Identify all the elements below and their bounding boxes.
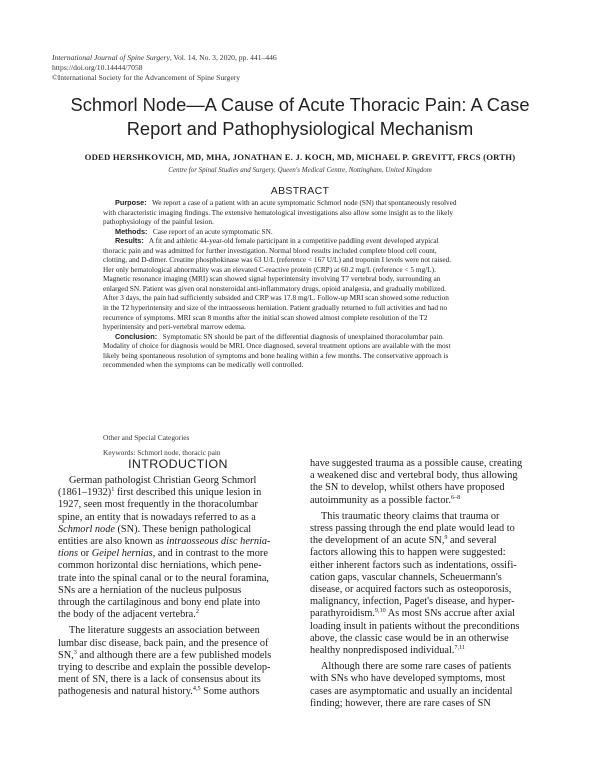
body-line: cases are asymptomatic and usually an incidental — [310, 685, 513, 697]
body-line: malignancy, infection, Paget's disease, and hyper- — [310, 596, 515, 608]
article-category: Other and Special Categories — [103, 433, 190, 442]
body-line: SN,$^3$ and although there are a few published models — [58, 648, 272, 661]
body-line: the development of an acute SN,$^9$ and several — [310, 534, 497, 547]
body-line: autoimmunity as a possible factor.$^{6-8}$ — [310, 493, 461, 506]
abstract-purpose-line — [103, 198, 523, 208]
body-line: with SNs who have developed symptoms, most — [310, 673, 506, 685]
abstract-line: recommended when the symptoms can be medically well controlled. — [103, 360, 304, 370]
abstract-body — [103, 198, 523, 370]
citation-ref[interactable]: 4,5 — [192, 685, 201, 693]
methods-label: Methods: — [115, 226, 148, 236]
affiliation: Centre for Spinal Studies and Surgery, Queen's Medical Centre, Nottingham, United Kingdom — [168, 166, 432, 174]
body-line: loading insult in patients without the preconditions — [310, 620, 520, 632]
body-line: trying to describe and explain the possible develop- — [58, 662, 271, 674]
conclusion-label: Conclusion: — [115, 331, 158, 341]
body-line: cation gaps, vascular channels, Scheuermann's — [310, 571, 502, 583]
journal-header — [52, 53, 277, 83]
abstract-line: Modality of choice for diagnosis would be MRI. Once diagnosed, several treatment options are available with the most — [103, 341, 451, 351]
body-line: the body of the adjacent vertebra.$^2$ — [58, 608, 199, 621]
body-line: a weakened disc and vertebral body, thus allowing — [310, 470, 518, 482]
body-line: entities are also known as intraosseous disc hernia- — [58, 536, 271, 548]
abstract-line: likely being spontaneous resolution of symptoms and bone healing within a few months. The conservative approach is — [103, 350, 449, 360]
body-line: Although there are some rare cases of patients — [321, 661, 512, 673]
abstract-line: in the T2 hyperintensity and size of the intraosseous herniation. Patient gradually returned to full activities and had no — [103, 303, 448, 313]
body-line: disease, or acquired factors such as osteoporosis, — [310, 584, 512, 596]
body-line: the SN to develop, whilst others have proposed — [310, 482, 505, 494]
citation-ref[interactable]: 7,11 — [454, 644, 466, 652]
title-line-2: Report and Pathophysiological Mechanism — [126, 118, 474, 139]
abstract-text: Symptomatic SN should be part of the differential diagnosis of unexplained thoracolumbar pain. — [162, 331, 444, 341]
results-label: Results: — [115, 236, 144, 246]
body-line: factors allowing this to happen were suggested: — [310, 547, 506, 559]
body-line: The literature suggests an association between — [69, 625, 260, 637]
body-line: common horizontal disc herniations, which pene- — [58, 560, 262, 572]
body-line: spine, an entity that is nowadays referred to as a — [58, 511, 256, 523]
body-line: 1927, seen most frequently in the thoracolumbar — [58, 499, 258, 511]
citation-ref[interactable]: 9 — [444, 534, 448, 542]
keywords: Keywords: Schmorl node, thoracic pain — [103, 448, 221, 457]
abstract-text: We report a case of a patient with an acute symptomatic Schmorl node (SN) that spontaneously resolved — [151, 198, 457, 207]
abstract-text: A fit and athletic 44-year-old female participant in a competitive paddling event developed atypical — [148, 236, 439, 246]
body-line: (1861–1932)$^1$ first described this unique lesion in — [58, 486, 262, 499]
citation-ref[interactable]: 6–8 — [450, 493, 461, 501]
body-line: trate into the spinal canal or to the neural foramina, — [58, 572, 270, 584]
body-line: finding; however, there are rare cases of SN — [310, 697, 491, 709]
abstract-line: hyperintensity and peri-vertebral marrow edema. — [103, 322, 246, 332]
body-line: pathogenesis and natural history.$^{4,5}$ Some authors — [58, 685, 260, 698]
body-line: parathyroidism.$^{9,10}$ As most SNs accrue after axial — [310, 607, 515, 620]
citation-ref[interactable]: 9,10 — [374, 607, 386, 615]
abstract-line: pathophysiology of the painful lesion. — [103, 217, 214, 227]
journal-citation — [52, 53, 277, 63]
author-list: ODED HERSHKOVICH, MD, MHA, JONATHAN E. J. KOCH, MD, MICHAEL P. GREVITT, FRCS (ORTH) — [84, 152, 516, 162]
purpose-label: Purpose: — [115, 198, 147, 207]
citation-ref[interactable]: 2 — [195, 608, 199, 616]
abstract-line: Magnetic resonance imaging (MRI) scan showed signal hyperintensity involving T7 vertebral body, surrounding an — [103, 274, 441, 284]
body-line: stress passing through the end plate would lead to — [310, 523, 515, 535]
journal-name: International Journal of Spine Surgery — [52, 53, 170, 62]
body-line: SNs are a herniation of the nucleus pulposus — [58, 584, 242, 596]
body-column-right — [310, 458, 552, 710]
body-line: tions or Geipel hernias, and in contrast to the more — [58, 548, 268, 560]
body-line: lumbar disc disease, back pain, and the presence of — [58, 637, 269, 649]
abstract-line: thoracic pain and was admitted for further investigation. Normal blood results included complete blood cell count, — [103, 245, 437, 255]
abstract-heading: ABSTRACT — [270, 185, 330, 197]
abstract-line: clotting, and D-dimer. Creatine phosphokinase was 63 U/L (reference < 167 U/L) and troponin I levels were not raised. — [103, 255, 452, 265]
abstract-line: Her only hematological abnormality was an elevated C-reactive protein (CRP) at 60.2 mg/L (reference < 5 mg/L). — [103, 264, 436, 274]
journal-volume-pages: , Vol. 14, No. 3, 2020, pp. 441–446 — [169, 53, 277, 62]
body-line: German pathologist Christian Georg Schmorl — [69, 475, 257, 486]
abstract-conclusion-line — [103, 332, 523, 342]
citation-ref[interactable]: 1 — [111, 486, 115, 494]
body-line: above, the classic case would be in an otherwise — [310, 632, 509, 644]
doi-link[interactable]: https://doi.org/10.14444/7058 — [52, 63, 143, 72]
copyright-line: ©International Society for the Advancement of Spine Surgery — [52, 73, 241, 82]
title-line-1: Schmorl Node—A Cause of Acute Thoracic Pain: A Case — [70, 94, 530, 115]
body-line: healthy nonpredisposed individual.$^{7,11}$ — [310, 644, 466, 657]
abstract-line: After 3 days, the pain had sufficiently subsided and CRP was 17.8 mg/L. Follow-up MRI scan showed some reduction — [103, 293, 449, 303]
body-line: have suggested trauma as a possible cause, creating — [310, 458, 523, 469]
abstract-results-line — [103, 236, 523, 246]
abstract-methods-line — [103, 227, 523, 237]
body-line: ment of SN, there is a lack of consensus about its — [58, 674, 261, 686]
article-title — [30, 93, 570, 141]
citation-ref[interactable]: 3 — [73, 648, 77, 656]
body-line: Schmorl node (SN). These benign pathological — [58, 523, 252, 535]
abstract-line: with characteristic imaging findings. The extensive hematological investigations also allow some insight as to the likely — [103, 207, 454, 217]
body-line: through the cartilaginous and bony end plate into — [58, 597, 261, 609]
abstract-line: recurrence of symptoms. MRI scan 8 months after the initial scan showed almost complete resolution of the T2 — [103, 312, 428, 322]
abstract-text: Case report of an acute symptomatic SN. — [152, 226, 273, 236]
body-line: either inherent factors such as indentations, ossifi- — [310, 559, 517, 571]
body-column-left — [58, 475, 300, 699]
body-line: This traumatic theory claims that trauma or — [321, 510, 500, 522]
section-heading-introduction: INTRODUCTION — [128, 457, 228, 471]
abstract-line: enlarged SN. Patient was given oral nonsteroidal anti-inflammatory drugs, opioid analgesia, and gradually mobilized. — [103, 283, 446, 293]
